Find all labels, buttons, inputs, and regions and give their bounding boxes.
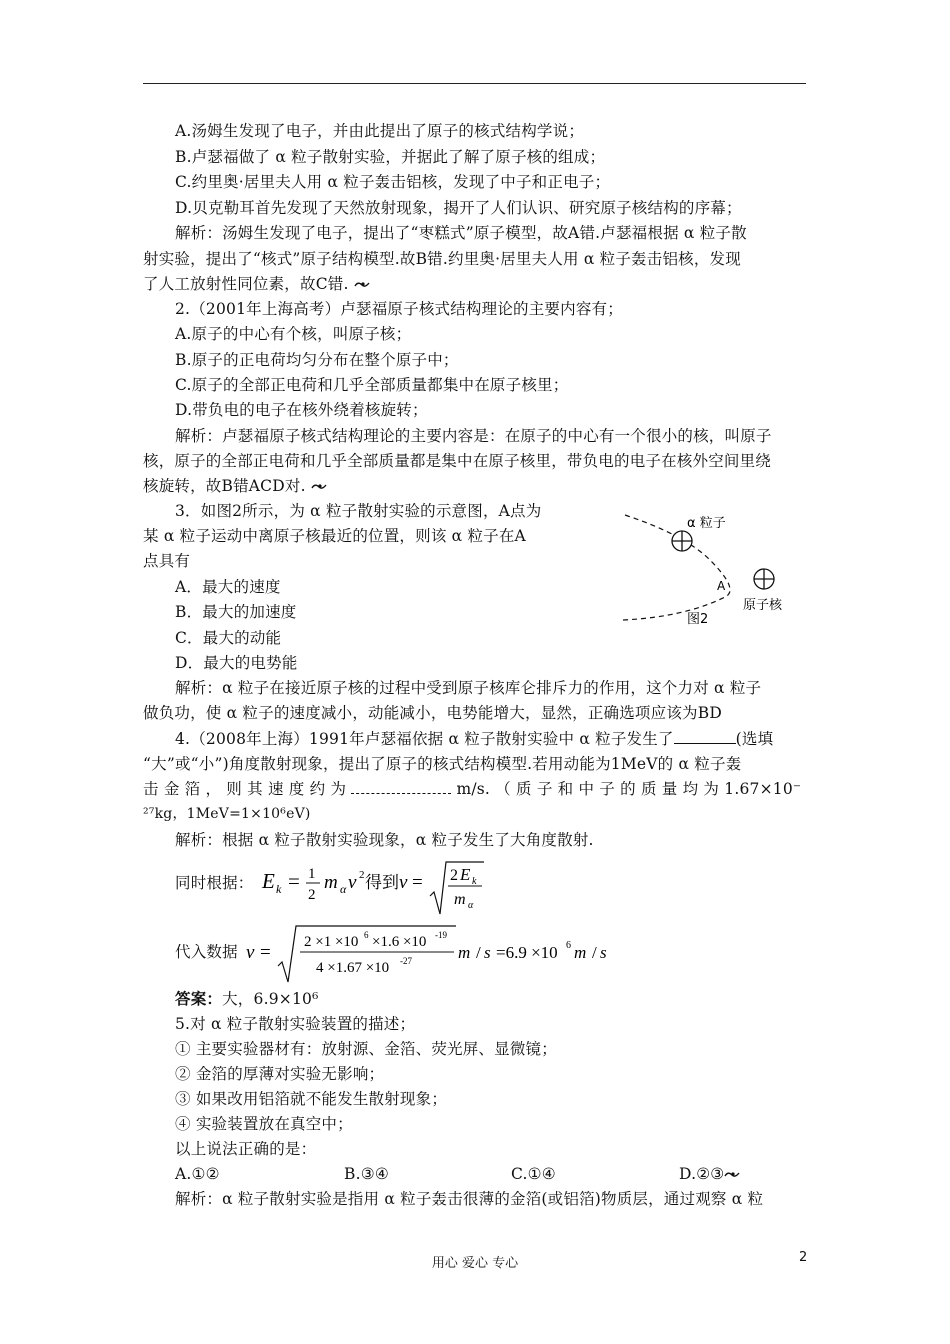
svg-text:6: 6 <box>566 940 571 951</box>
end-mark-icon <box>354 280 370 290</box>
svg-text:v: v <box>399 872 408 893</box>
svg-text:v: v <box>246 942 255 963</box>
q3-option-c: C．最大的动能 <box>175 629 282 647</box>
q2-option-d: D.带负电的电子在核外绕着核旋转； <box>175 401 428 419</box>
q3-stem-line3: 点具有 <box>143 552 191 570</box>
q5-option-c: C.①④ <box>511 1165 556 1183</box>
q5-option-a: A.①② <box>175 1165 220 1183</box>
q2-stem: 2.（2001年上海高考）卢瑟福原子核式结构理论的主要内容有； <box>175 300 623 318</box>
answer-blank <box>674 729 736 744</box>
q5-item-3: ③ 如果改用铝箔就不能发生散射现象； <box>175 1090 448 1108</box>
page-number: 2 <box>799 1250 808 1265</box>
end-mark-icon <box>311 482 327 492</box>
svg-text:2: 2 <box>308 887 316 903</box>
svg-text:=: = <box>412 872 423 893</box>
svg-text:m: m <box>324 872 338 893</box>
formula1-mid: 得到 <box>365 873 399 892</box>
svg-text:E: E <box>460 865 471 884</box>
page-footer: 用心 爱心 专心 <box>431 1256 519 1271</box>
q4-stem-line3-tail: m/s. （ 质 子 和 中 子 的 质 量 均 为 1.67×10⁻ <box>456 780 802 798</box>
q3-option-d: D．最大的电势能 <box>175 654 298 672</box>
formula1-prefix: 同时根据： <box>175 874 254 892</box>
kinetic-energy-formula <box>258 856 488 920</box>
q3-analysis-line2: 做负功，使 α 粒子的速度减小，动能减小，电势能增大，显然，正确选项应该为BD <box>143 704 722 722</box>
header-rule <box>143 83 806 84</box>
q3-option-a: A．最大的速度 <box>175 578 281 596</box>
q4-stem-line3-text: 击 金 箔 ， 则 其 速 度 约 为 <box>143 780 347 798</box>
fig-caption: 图2 <box>687 612 709 627</box>
q2-analysis-line3-text: 核旋转，故B错ACD对. <box>143 477 306 495</box>
svg-text:m: m <box>454 891 466 908</box>
q5-item-2: ② 金箔的厚薄对实验无影响； <box>175 1065 385 1083</box>
q1-analysis-line3 <box>143 273 370 295</box>
svg-text:=: = <box>288 869 300 893</box>
q4-stem-line4: ²⁷kg，1MeV=1×10⁶eV) <box>143 806 311 822</box>
q4-stem-line1 <box>175 728 773 750</box>
svg-text:k: k <box>472 876 477 887</box>
svg-text:4 ×1.67 ×10: 4 ×1.67 ×10 <box>316 960 390 976</box>
q4-stem-line1-tail: (选填 <box>735 730 774 748</box>
q1-option-d: D.贝克勒耳首先发现了天然放射现象，揭开了人们认识、研究原子核结构的序幕； <box>175 199 742 217</box>
q5-question: 以上说法正确的是： <box>175 1140 317 1158</box>
q5-option-d <box>679 1163 740 1185</box>
q1-option-a: A.汤姆生发现了电子，并由此提出了原子的核式结构学说； <box>175 122 585 140</box>
q4-answer <box>175 988 318 1010</box>
scattering-diagram <box>615 505 805 635</box>
svg-text:α: α <box>468 900 474 911</box>
svg-text:2 ×1 ×10: 2 ×1 ×10 <box>304 934 359 950</box>
q5-item-4: ④ 实验装置放在真空中； <box>175 1115 353 1133</box>
q1-analysis-line3-text: 了人工放射性同位素，故C错. <box>143 275 349 293</box>
q4-analysis: 解析：根据 α 粒子散射实验现象，α 粒子发生了大角度散射. <box>175 831 594 849</box>
q1-analysis-line2: 射实验，提出了“核式”原子结构模型.故B错.约里奥·居里夫人用 α 粒子轰击铝核，发现 <box>143 250 741 268</box>
alpha-particle-icon <box>672 531 692 551</box>
answer-text: 大，6.9×10⁶ <box>222 990 319 1008</box>
svg-text:m: m <box>458 943 471 962</box>
svg-text:α: α <box>340 882 347 896</box>
svg-text:=: = <box>260 942 271 963</box>
q4-stem-line2: “大”或“小”)角度散射现象，提出了原子的核式结构模型.若用动能为1MeV的 α 粒子轰 <box>143 755 742 773</box>
svg-text:v: v <box>348 872 357 893</box>
svg-text:1: 1 <box>308 866 316 882</box>
svg-text:6: 6 <box>364 930 369 940</box>
svg-text:E: E <box>262 869 275 893</box>
end-mark-icon <box>724 1170 740 1180</box>
formula2-prefix: 代入数据 <box>175 943 238 961</box>
svg-text:m: m <box>574 943 587 962</box>
q5-option-d-text: D.②③ <box>679 1165 725 1183</box>
svg-text:×1.6 ×10: ×1.6 ×10 <box>372 934 427 950</box>
svg-text:=6.9 ×10: =6.9 ×10 <box>496 943 558 962</box>
q4-stem-line3 <box>143 778 801 800</box>
q3-analysis-line1: 解析：α 粒子在接近原子核的过程中受到原子核库仑排斥力的作用，这个力对 α 粒子 <box>175 679 762 697</box>
svg-text:k: k <box>276 882 282 896</box>
svg-text:-27: -27 <box>400 956 412 966</box>
svg-text:s: s <box>600 943 607 962</box>
q5-stem: 5.对 α 粒子散射实验装置的描述； <box>175 1015 416 1033</box>
q3-stem-line1: 3．如图2所示，为 α 粒子散射实验的示意图，A点为 <box>175 502 542 520</box>
q1-analysis-line1: 解析：汤姆生发现了电子，提出了“枣糕式”原子模型，故A错.卢瑟福根据 α 粒子散 <box>175 224 747 242</box>
q3-stem-line2: 某 α 粒子运动中离原子核最近的位置，则该 α 粒子在A <box>143 527 526 545</box>
q5-item-1: ① 主要实验器材有：放射源、金箔、荧光屏、显微镜； <box>175 1040 557 1058</box>
q2-option-b: B.原子的正电荷均匀分布在整个原子中； <box>175 351 459 369</box>
svg-text:-19: -19 <box>435 930 447 940</box>
svg-text:/: / <box>476 943 481 962</box>
svg-text:s: s <box>484 943 491 962</box>
nucleus-icon <box>754 569 774 589</box>
q2-option-c: C.原子的全部正电荷和几乎全部质量都集中在原子核里； <box>175 376 569 394</box>
q1-option-b: B.卢瑟福做了 α 粒子散射实验，并据此了解了原子核的组成； <box>175 148 606 166</box>
q3-option-b: B．最大的加速度 <box>175 603 297 621</box>
svg-text:2: 2 <box>450 867 458 884</box>
svg-text:2: 2 <box>359 869 365 881</box>
fig-label-nucleus: 原子核 <box>743 598 783 613</box>
q2-option-a: A.原子的中心有个核，叫原子核； <box>175 325 412 343</box>
q5-option-b: B.③④ <box>344 1165 389 1183</box>
q2-analysis-line2: 核，原子的全部正电荷和几乎全部质量都是集中在原子核里，带负电的电子在核外空间里绕 <box>143 452 772 470</box>
answer-label: 答案： <box>175 990 223 1008</box>
svg-text:/: / <box>592 943 597 962</box>
fig-label-a: A <box>717 579 726 593</box>
q2-analysis-line1: 解析：卢瑟福原子核式结构理论的主要内容是：在原子的中心有一个很小的核，叫原子 <box>175 427 772 445</box>
q2-analysis-line3 <box>143 475 327 497</box>
answer-blank <box>351 779 451 794</box>
speed-substitution-formula <box>240 922 620 984</box>
fig-label-alpha: α 粒子 <box>687 516 726 531</box>
q4-stem-line1-text: 4.（2008年上海）1991年卢瑟福依据 α 粒子散射实验中 α 粒子发生了 <box>175 730 674 748</box>
q1-option-c: C.约里奥·居里夫人用 α 粒子轰击铝核，发现了中子和正电子； <box>175 173 611 191</box>
q5-analysis: 解析：α 粒子散射实验是指用 α 粒子轰击很薄的金箔(或铝箔)物质层，通过观察 α 粒 <box>175 1190 764 1208</box>
